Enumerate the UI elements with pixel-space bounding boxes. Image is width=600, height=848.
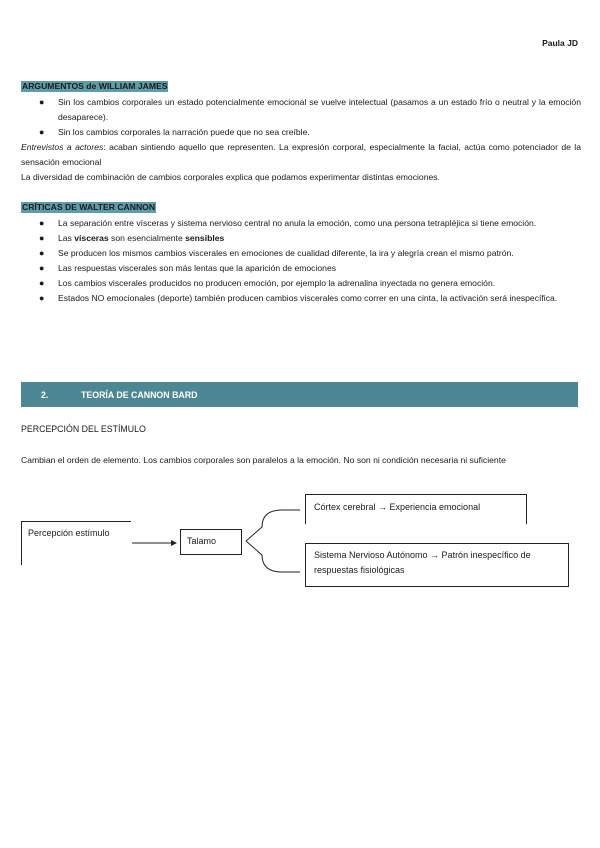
section-title: TEORÍA DE CANNON BARD [81, 389, 198, 400]
cortex-box: Córtex cerebral → Experiencia emocional [305, 494, 527, 524]
cannon-bard-paragraph: Cambian el orden de elemento. Los cambios corporales son paralelos a la emoción. No son ni condición necesaria ni suficiente [21, 455, 506, 465]
actors-label: Entrevistos a actores [21, 142, 104, 152]
list-item: ● Sin los cambios corporales la narración puede que no sea creíble. [21, 125, 581, 140]
list-item: ● Se producen los mismos cambios viscerales en emociones de cualidad diferente, la ira y alegría crean el mismo patrón. [21, 246, 581, 261]
subheading: PERCEPCIÓN DEL ESTÍMULO [21, 424, 146, 434]
section-label-james: ARGUMENTOS de WILLIAM JAMES [22, 81, 168, 91]
sna-box: Sistema Nervioso Autónomo → Patrón inespecífico de respuestas fisiológicas [305, 543, 569, 587]
list-item: ● Las respuestas viscerales son más lentas que la aparición de emociones [21, 261, 581, 276]
diversity-paragraph: La diversidad de combinación de cambios corporales explica que podamos experimentar distintas emociones. [21, 172, 440, 182]
actors-text: : acaban sintiendo aquello que representen. La expresión corporal, especialmente la facial, actúa como potenciador de la sensación emocional [21, 142, 581, 167]
bullet-icon: ● [39, 248, 45, 258]
bullet-icon: ● [39, 293, 45, 303]
thalamus-box: Talamo [180, 529, 242, 555]
list-item: ● La separación entre vísceras y sistema nervioso central no anula la emoción, como una persona tetrapléjica si tiene emoción. [21, 216, 581, 231]
bullet-icon: ● [39, 127, 45, 137]
list-item: ● Sin los cambios corporales un estado potencialmente emocional se vuelve intelectual (pasamos a un estado frío o neutral y la emoción desaparece). [39, 97, 581, 122]
list-item: ● Los cambios viscerales producidos no producen emoción, por ejemplo la adrenalina inyectada no genera emoción. [21, 276, 581, 291]
brace-upper [246, 510, 300, 541]
list-item: ● Las vísceras son esencialmente sensibles [21, 231, 581, 246]
list-item: ● Estados NO emocionales (deporte) también producen cambios viscerales como correr en una cinta, la activación será inespecífica. [21, 291, 581, 306]
bullet-icon: ● [39, 233, 45, 243]
brace-lower [246, 541, 300, 572]
section-number: 2. [41, 389, 49, 400]
perception-box: Percepción estímulo [21, 521, 131, 565]
author-name: Paula JD [542, 38, 578, 48]
bullet-icon: ● [39, 97, 45, 107]
section-label-cannon: CRÍTICAS DE WALTER CANNON [22, 202, 156, 212]
bullet-icon: ● [39, 218, 45, 228]
bullet-icon: ● [39, 263, 45, 273]
bullet-icon: ● [39, 278, 45, 288]
